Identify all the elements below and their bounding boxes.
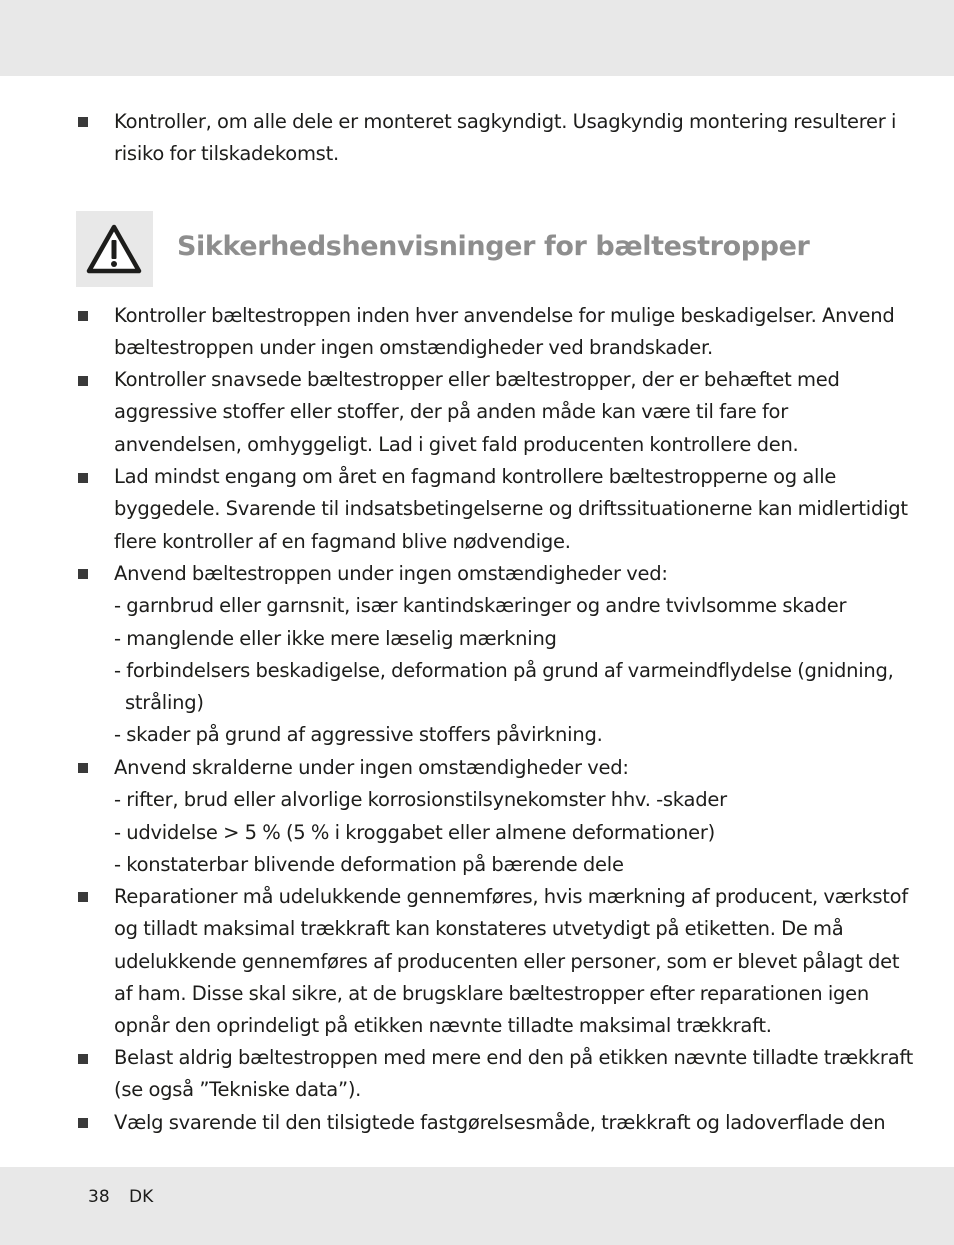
list-item (114, 1107, 884, 1139)
section-title: Sikkerhedshenvisninger for bæltestropper (177, 231, 810, 262)
list-item-line: Belast aldrig bæltestroppen med mere end den på etikken nævnte tilladte trækkraft (114, 1046, 914, 1069)
bullet-square (78, 1118, 88, 1128)
sub-item-line: - konstaterbar blivende deformation på bærende dele (114, 852, 624, 876)
sub-item-line: - manglende eller ikke mere læselig mærkning (114, 626, 557, 650)
list-item-line: udelukkende gennemføres af producenten eller personer, som er blevet pålagt det (114, 949, 900, 973)
list-item-line: bæltestroppen under ingen omstændigheder ved brandskader. (114, 336, 713, 360)
sub-item-line: stråling) (125, 691, 204, 715)
list-item (114, 1042, 914, 1107)
sub-item-line: - forbindelsers beskadigelse, deformation på grund af varmeindflydelse (gnidning, (114, 658, 894, 682)
list-item-line: byggedele. Svarende til indsatsbetingelserne og driftssituationerne kan midlertidigt (114, 497, 908, 521)
list-item (114, 300, 895, 365)
list-item-line: Anvend bæltestroppen under ingen omstændigheder ved: (114, 562, 668, 585)
bullet-square (78, 473, 88, 483)
list-item (114, 364, 884, 461)
list-item (114, 752, 884, 881)
sub-item-line: - udvidelse > 5 % (5 % i kroggabet eller almene deformationer) (114, 820, 715, 844)
language-code: DK (129, 1187, 154, 1207)
page-number: 38 (88, 1187, 110, 1207)
page-header-band (0, 0, 954, 76)
bullet-square (78, 763, 88, 773)
bullet-square (78, 117, 88, 127)
list-item-line: risiko for tilskadekomst. (114, 142, 339, 166)
list-item (114, 881, 908, 1042)
list-item-line: Anvend skralderne under ingen omstændigheder ved: (114, 756, 629, 779)
warning-triangle-icon (85, 223, 143, 275)
bullet-square (78, 1054, 88, 1064)
list-item-line: (se også ”Tekniske data”). (114, 1078, 362, 1102)
bullet-square (78, 569, 88, 579)
list-item-line: flere kontroller af en fagmand blive nødvendige. (114, 529, 571, 553)
list-item-line: anvendelsen, omhyggeligt. Lad i givet fald producenten kontrollere den. (114, 432, 799, 456)
list-item-line: aggressive stoffer eller stoffer, der på anden måde kan være til fare for (114, 400, 789, 424)
section-heading-block (76, 211, 876, 287)
sub-item-line: - rifter, brud eller alvorlige korrosionstilsynekomster hhv. -skader (114, 788, 727, 812)
list-item-line: af ham. Disse skal sikre, at de brugsklare bæltestropper efter reparationen igen (114, 981, 869, 1005)
list-item-line: Kontroller snavsede bæltestropper eller bæltestropper, der er behæftet med (114, 368, 840, 391)
bullet-square (78, 376, 88, 386)
list-item (114, 558, 894, 752)
list-item-line: Kontroller, om alle dele er monteret sagkyndigt. Usagkyndig montering resulterer i (114, 110, 897, 133)
bullet-square (78, 892, 88, 902)
warning-icon-box (76, 211, 153, 287)
list-item (114, 461, 908, 558)
list-item-line: og tilladt maksimal trækkraft kan konstateres utvetydigt på etiketten. De må (114, 917, 844, 941)
list-item-line: Vælg svarende til den tilsigtede fastgørelsesmåde, trækkraft og ladoverflade den (114, 1111, 886, 1134)
list-item-line: Kontroller bæltestroppen inden hver anvendelse for mulige beskadigelser. Anvend (114, 304, 895, 327)
list-item-line: Reparationer må udelukkende gennemføres, hvis mærkning af producent, værkstof (114, 885, 908, 908)
list-item-line: opnår den oprindeligt på etikken nævnte tilladte maksimal trækkraft. (114, 1014, 772, 1038)
list-item (114, 106, 897, 171)
list-item-line: Lad mindst engang om året en fagmand kontrollere bæltestropperne og alle (114, 465, 837, 488)
sub-item-line: - garnbrud eller garnsnit, især kantindskæringer og andre tvivlsomme skader (114, 594, 847, 618)
bullet-square (78, 311, 88, 321)
sub-item-line: - skader på grund af aggressive stoffers påvirkning. (114, 723, 603, 747)
